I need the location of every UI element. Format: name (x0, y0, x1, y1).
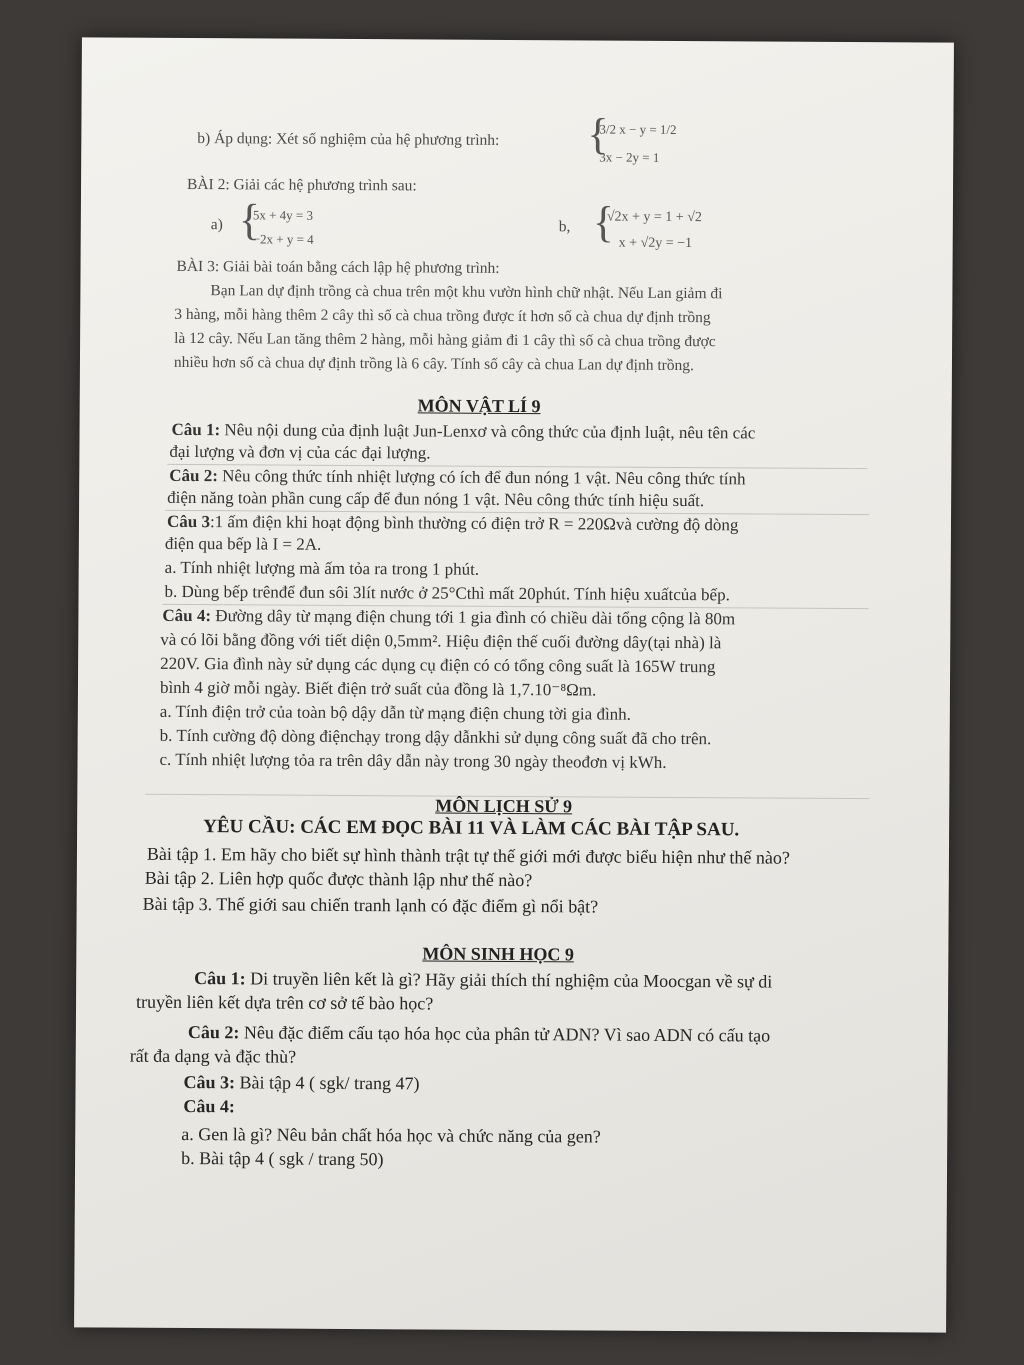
physics-q3-line: điện qua bếp là I = 2A. (164, 533, 322, 554)
history-exercise: Bài tập 1. Em hãy cho biết sự hình thành trật tự thế giới mới được biểu hiện như thế nào? (146, 843, 790, 868)
math-intro: b) Áp dụng: Xét số nghiệm của hệ phương trình: (197, 130, 500, 149)
physics-q4-b: b. Tính cường độ dòng điệnchạy trong dậy dẫnkhi sử dụng công suất đã cho trên. (159, 725, 712, 749)
system-brace: { (238, 195, 261, 245)
physics-q1-line: Câu 1: Nêu nội dung của định luật Jun-Lenxơ và công thức của định luật, nêu tên các (171, 419, 756, 443)
physics-q4-a: a. Tính điện trở của toàn bộ dậy dẫn từ mạng điện chung tời gia đình. (159, 701, 632, 724)
biology-q1-label: Câu 1: (194, 968, 246, 989)
bai3-line: 3 hàng, mỗi hàng thêm 2 cây thì số cà chua trồng được ít hơn số cà chua dự định trồng (174, 305, 711, 327)
history-exercise: Bài tập 2. Liên hợp quốc được thành lập như thế nào? (144, 867, 533, 891)
bai2-b-label: b, (558, 218, 571, 236)
biology-q4-label: Câu 4: (183, 1095, 235, 1117)
bai3-line: Bạn Lan dự định trồng cà chua trên một khu vườn hình chữ nhật. Nếu Lan giảm đi (210, 282, 723, 303)
physics-q1-label: Câu 1: (171, 419, 221, 440)
physics-q4-line: và có lõi bằng đồng với tiết diện 0,5mm². Hiệu điện thế cuối đường dây(tại nhà) là (160, 629, 722, 653)
biology-q3-line: Câu 3: Bài tập 4 ( sgk/ trang 47) (183, 1071, 420, 1094)
bai2-a-eq1: 5x + 4y = 3 (252, 207, 314, 223)
system-brace: { (592, 197, 615, 247)
history-heading: MÔN LỊCH SỬ 9 (435, 795, 573, 817)
physics-q4-c: c. Tính nhiệt lượng tỏa ra trên dây dẫn này trong 30 ngày theođơn vị kWh. (159, 749, 667, 772)
physics-q1-line: đại lượng và đơn vị của các đại lượng. (169, 441, 431, 463)
physics-q4-line: 220V. Gia đình này sử dụng các dụng cụ điện có có tổng công suất là 165W trung (160, 653, 716, 677)
bai2-title: BÀI 2: Giải các hệ phương trình sau: (186, 175, 417, 195)
physics-q2-line: Câu 2: Nêu công thức tính nhiệt lượng có ích để đun nóng 1 vật. Nêu công thức tính (169, 465, 746, 489)
physics-q3-a: a. Tính nhiệt lượng mà ấm tỏa ra trong 1 phút. (164, 557, 480, 579)
physics-q3-b: b. Dùng bếp trênđể đun sôi 3lít nước ở 25°Cthì mất 20phút. Tính hiệu xuấtcủa bếp. (164, 581, 730, 605)
physics-q4-line: Câu 4: Đường dây từ mạng điện chung tới 1 gia đình có chiều dài tổng cộng là 80m (162, 605, 736, 629)
system-brace: { (587, 109, 609, 159)
physics-q4-label: Câu 4: (162, 605, 212, 626)
biology-q4-a: a. Gen là gì? Nêu bản chất hóa học và chức năng của gen? (181, 1123, 601, 1147)
physics-q3-line: Câu 3:1 ấm điện khi hoạt động bình thường có điện trở R = 220Ωvà cường độ dòng (166, 511, 739, 535)
physics-heading: MÔN VẬT LÍ 9 (417, 395, 541, 417)
bai2-a-eq2: −2x + y = 4 (252, 231, 314, 247)
history-requirement: YÊU CẦU: CÁC EM ĐỌC BÀI 11 VÀ LÀM CÁC BÀI TẬP SAU. (203, 816, 740, 841)
biology-q2-line: rất đa dạng và đặc thù? (129, 1045, 297, 1067)
document-page (74, 37, 954, 1332)
physics-q4-line: bình 4 giờ mỗi ngày. Biết điện trở suất của đồng là 1,7.10⁻⁸Ωm. (159, 677, 597, 700)
system1-eq1: 3/2 x − y = 1/2 (599, 121, 677, 137)
physics-q3-label: Câu 3 (166, 511, 211, 532)
physics-q2-label: Câu 2: (169, 465, 218, 486)
biology-q2-label: Câu 2: (187, 1022, 240, 1043)
history-exercise: Bài tập 3. Thế giới sau chiến tranh lạnh có đặc điểm gì nổi bật? (142, 893, 599, 917)
biology-q1-line: truyền liên kết dựa trên cơ sở tế bào học? (135, 991, 434, 1014)
biology-q2-line: Câu 2: Nêu đặc điểm cấu tạo hóa học của phân tử ADN? Vì sao ADN có cấu tạo (187, 1022, 771, 1046)
bai3-line: là 12 cây. Nếu Lan tăng thêm 2 hàng, mỗi hàng giảm đi 1 cây thì số cà chua trồng được (174, 329, 716, 351)
bai2-b-eq2: x + √2y = −1 (618, 235, 693, 252)
bai3-line: nhiều hơn số cà chua dự định trồng là 6 cây. Tính số cây cà chua Lan dự định trồng. (173, 353, 695, 375)
biology-heading: MÔN SINH HỌC 9 (422, 943, 574, 965)
bai3-title: BÀI 3: Giải bài toán bằng cách lập hệ phương trình: (176, 257, 500, 277)
bai2-b-eq1: √2x + y = 1 + √2 (606, 209, 702, 226)
bai2-a-label: a) (210, 216, 223, 234)
system1-eq2: 3x − 2y = 1 (599, 149, 660, 165)
biology-q4-b: b. Bài tập 4 ( sgk / trang 50) (181, 1147, 384, 1170)
biology-q3-label: Câu 3: (183, 1071, 236, 1093)
biology-q1-line: Câu 1: Di truyền liên kết là gì? Hãy giải thích thí nghiệm của Moocgan về sự di (194, 968, 773, 992)
physics-q2-line: điện năng toàn phần cung cấp để đun nóng 1 vật. Nêu công thức tính hiệu suất. (167, 487, 705, 511)
